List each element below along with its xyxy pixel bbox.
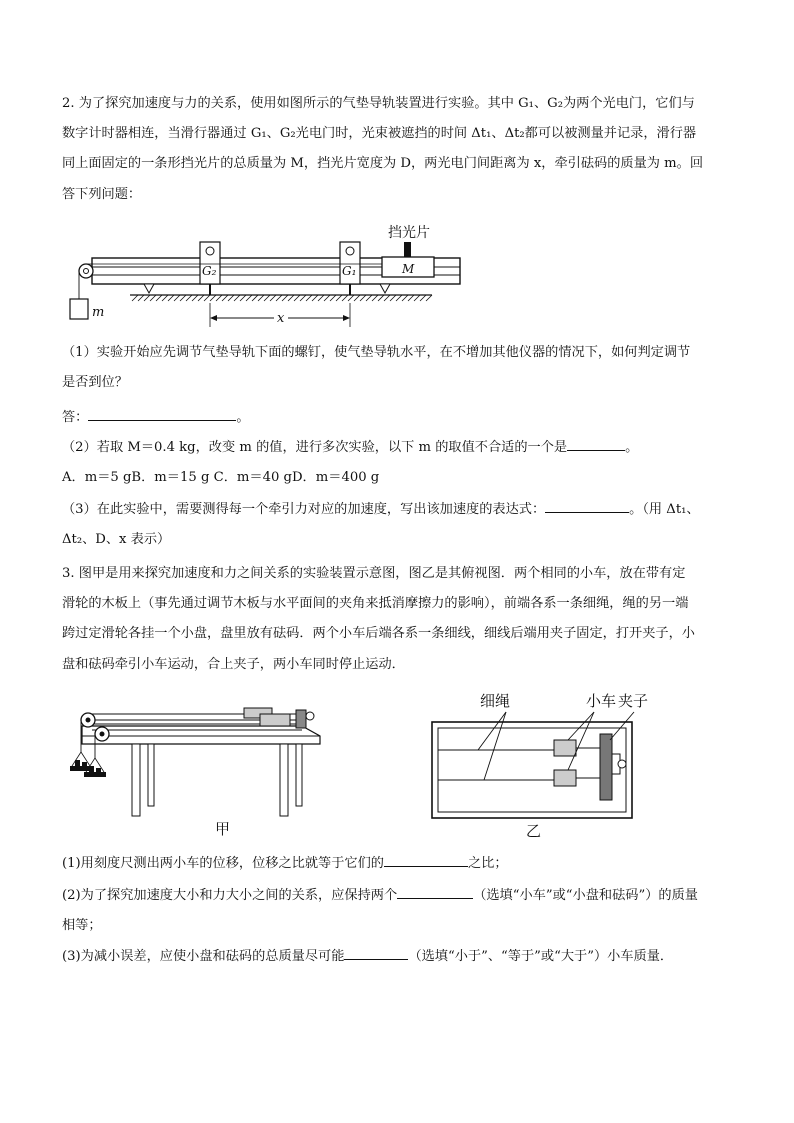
clip-top (600, 734, 612, 800)
q2-part1-line-1: （1）实验开始应先调节气垫导轨下面的螺钉，使气垫导轨水平，在不增加其他仪器的情况下，如何判定调节 (62, 345, 691, 360)
q2-intro-line-3: 同上面固定的一条形挡光片的总质量为 M，挡光片宽度为 D，两光电门间距离为 x，牵引砝码的质量为 m。回 (62, 156, 704, 171)
shade-strip (404, 242, 411, 257)
label-g1: G₁ (342, 264, 357, 278)
clip (296, 710, 306, 728)
table-leg-1 (132, 744, 140, 816)
q3-part3-blank[interactable] (344, 945, 408, 960)
label-rope: 细绳 (480, 692, 511, 710)
q2-intro-line-4: 答下列问题： (62, 187, 142, 202)
label-clip: 夹子 (618, 692, 649, 710)
figure-jia (62, 700, 324, 840)
cart-2 (260, 714, 290, 726)
label-yi: 乙 (526, 822, 542, 840)
answer-blank[interactable] (88, 406, 236, 421)
label-shade-strip: 挡光片 (388, 225, 430, 241)
q3-part1-suffix: 之比； (468, 856, 508, 871)
q2-part3-line-1 (62, 496, 734, 524)
q3-part1-text: (1)用刻度尺测出两小车的位移，位移之比就等于它们的 (62, 856, 384, 871)
q2-part2-line (62, 434, 734, 462)
q3-part2-line-2: 相等； (62, 918, 102, 933)
cart-top-1 (554, 740, 576, 756)
q2-intro-line-1: 2. 为了探究加速度与力的关系，使用如图所示的气垫导轨装置进行实验。其中 G₁、G₂为两个光电门，它们与 (62, 96, 695, 111)
label-distance-x: x (277, 311, 285, 326)
q3-part1-line (62, 850, 734, 878)
q2-part3-line-2: Δt₂、D、x 表示） (62, 532, 171, 547)
cart-top-2 (554, 770, 576, 786)
answer-prefix: 答： (62, 410, 89, 425)
answer-suffix: 。 (236, 410, 250, 425)
part3-blank[interactable] (545, 498, 629, 513)
hanging-mass (70, 299, 88, 319)
q3-intro-line-2: 滑轮的木板上（事先通过调节木板与水平面间的夹角来抵消摩擦力的影响），前端各系一条细绳，绳的另一端 (62, 596, 689, 611)
label-slider-M: M (402, 262, 415, 276)
label-cart: 小车 (586, 692, 617, 710)
q3-intro-line-4: 盘和砝码牵引小车运动，合上夹子，两小车同时停止运动． (62, 657, 405, 672)
air-track-figure (62, 215, 472, 333)
q2-options: A．m＝5 gB．m＝15 g C．m＝40 gD．m＝400 g (62, 470, 380, 485)
label-jia: 甲 (215, 820, 231, 838)
q3-intro-line-1: 3. 图甲是用来探究加速度和力之间关系的实验装置示意图，图乙是其俯视图．两个相同的小车，放在带有定 (62, 566, 686, 581)
part2-blank[interactable] (567, 436, 625, 451)
table-top (82, 726, 320, 744)
q3-part2-text: (2)为了探究加速度大小和力大小之间的关系，应保持两个 (62, 888, 398, 903)
part2-text: （2）若取 M＝0.4 kg，改变 m 的值，进行多次实验，以下 m 的取值不合适的一个是 (62, 440, 568, 455)
q3-part2-line-1 (62, 882, 734, 910)
q2-part1-line-2: 是否到位？ (62, 375, 128, 390)
figure-yi (428, 688, 650, 840)
part2-suffix: 。 (625, 440, 639, 455)
part3-suffix: 。（用 Δt₁、 (629, 502, 700, 517)
ground-hatch (132, 295, 432, 301)
q3-part3-line (62, 943, 734, 971)
q3-part3-suffix: （选填“小于”、“等于”或“大于”）小车质量． (408, 949, 674, 964)
label-g2: G₂ (202, 264, 217, 278)
q3-part2-blank[interactable] (397, 884, 473, 899)
label-mass-m: m (92, 305, 105, 320)
table-leg-2 (280, 744, 288, 816)
q3-part2-suffix: （选填“小车”或“小盘和砝码”）的质量 (473, 888, 698, 903)
q3-intro-line-3: 跨过定滑轮各挂一个小盘，盘里放有砝码．两个小车后端各系一条细线，细线后端用夹子固定，打开夹子，小 (62, 626, 695, 641)
pan-2 (84, 772, 106, 777)
q3-part1-blank[interactable] (384, 852, 468, 867)
q2-answer-line (62, 404, 734, 432)
q2-intro-line-2: 数字计时器相连，当滑行器通过 G₁、G₂光电门时，光束被遮挡的时间 Δt₁、Δt₂都可以被测量并记录，滑行器 (62, 126, 697, 141)
q3-part3-text: (3)为减小误差，应使小盘和砝码的总质量尽可能 (62, 949, 345, 964)
part3-text: （3）在此实验中，需要测得每一个牵引力对应的加速度，写出该加速度的表达式： (62, 502, 546, 517)
pulley (79, 264, 93, 278)
